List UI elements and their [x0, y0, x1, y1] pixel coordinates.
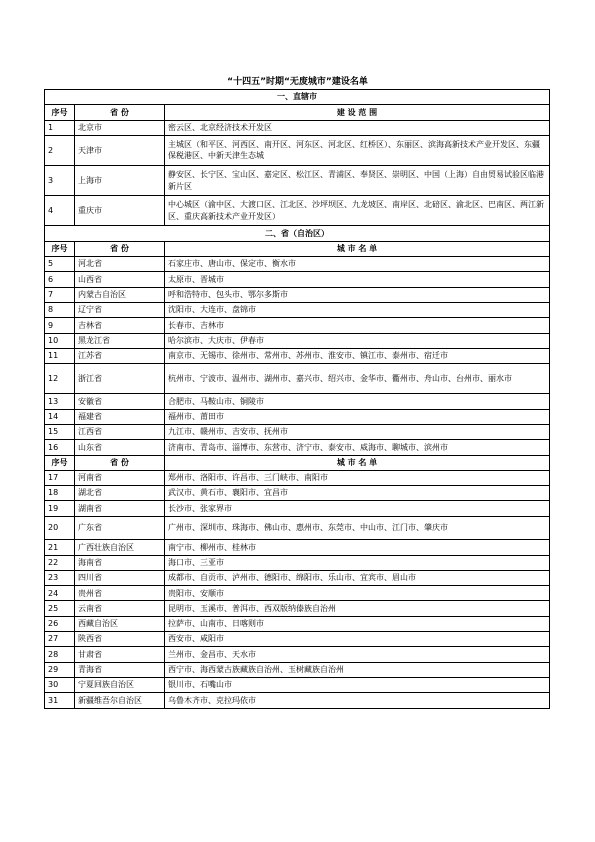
row-number: 21 — [45, 540, 75, 555]
row-number: 27 — [45, 632, 75, 647]
table-row — [45, 394, 550, 409]
row-number: 28 — [45, 647, 75, 662]
row-cities: 兰州市、金昌市、天水市 — [165, 647, 550, 662]
row-province: 湖北省 — [75, 486, 165, 501]
row-number: 24 — [45, 586, 75, 601]
table-row — [45, 616, 550, 631]
row-number: 18 — [45, 486, 75, 501]
row-number: 30 — [45, 677, 75, 692]
table-row — [45, 693, 550, 708]
row-province: 浙江省 — [75, 364, 165, 394]
table-row — [45, 257, 550, 272]
row-province: 辽宁省 — [75, 302, 165, 317]
column-header-row — [45, 241, 550, 256]
table-row — [45, 272, 550, 287]
table-row — [45, 586, 550, 601]
table-row — [45, 540, 550, 555]
table-row — [45, 470, 550, 485]
column-header-province: 省 份 — [75, 105, 165, 120]
table-row — [45, 166, 550, 196]
table-row — [45, 601, 550, 616]
row-cities: 长沙市、张家界市 — [165, 501, 550, 516]
table-row — [45, 516, 550, 540]
row-cities: 银川市、石嘴山市 — [165, 677, 550, 692]
row-number: 11 — [45, 348, 75, 363]
row-province: 西藏自治区 — [75, 616, 165, 631]
row-number: 13 — [45, 394, 75, 409]
row-number: 7 — [45, 287, 75, 302]
row-province: 广东省 — [75, 516, 165, 540]
row-province: 吉林省 — [75, 318, 165, 333]
row-province: 内蒙古自治区 — [75, 287, 165, 302]
row-province: 海南省 — [75, 555, 165, 570]
row-province: 山东省 — [75, 440, 165, 455]
row-cities: 济南市、青岛市、淄博市、东营市、济宁市、泰安市、威海市、聊城市、滨州市 — [165, 440, 550, 455]
row-cities: 中心城区（渝中区、大渡口区、江北区、沙坪坝区、九龙坡区、南岸区、北碚区、渝北区、巴南区、两江新区、重庆高新技术产业开发区） — [165, 196, 550, 226]
row-number: 12 — [45, 364, 75, 394]
row-number: 3 — [45, 166, 75, 196]
row-cities: 郑州市、洛阳市、许昌市、三门峡市、南阳市 — [165, 470, 550, 485]
row-province: 广西壮族自治区 — [75, 540, 165, 555]
table-row — [45, 501, 550, 516]
document-title: “十四五”时期“无废城市”建设名单 — [227, 77, 368, 87]
table-row — [45, 196, 550, 226]
row-number: 4 — [45, 196, 75, 226]
table-row — [45, 409, 550, 424]
column-header-row — [45, 455, 550, 470]
row-cities: 南京市、无锡市、徐州市、常州市、苏州市、淮安市、镇江市、泰州市、宿迁市 — [165, 348, 550, 363]
row-cities: 拉萨市、山南市、日喀则市 — [165, 616, 550, 631]
row-cities: 武汉市、黄石市、襄阳市、宜昌市 — [165, 486, 550, 501]
row-cities: 九江市、赣州市、吉安市、抚州市 — [165, 424, 550, 439]
row-province: 江苏省 — [75, 348, 165, 363]
row-cities: 贵阳市、安顺市 — [165, 586, 550, 601]
column-header-cities: 城 市 名 单 — [165, 455, 550, 470]
row-number: 2 — [45, 135, 75, 165]
row-province: 福建省 — [75, 409, 165, 424]
row-province: 陕西省 — [75, 632, 165, 647]
table-row — [45, 570, 550, 585]
column-header-cities: 城 市 名 单 — [165, 241, 550, 256]
row-cities: 石家庄市、唐山市、保定市、衡水市 — [165, 257, 550, 272]
row-number: 8 — [45, 302, 75, 317]
row-cities: 乌鲁木齐市、克拉玛依市 — [165, 693, 550, 708]
row-number: 9 — [45, 318, 75, 333]
row-number: 29 — [45, 662, 75, 677]
row-number: 6 — [45, 272, 75, 287]
row-number: 25 — [45, 601, 75, 616]
row-province: 新疆维吾尔自治区 — [75, 693, 165, 708]
row-cities: 主城区（和平区、河西区、南开区、河东区、河北区、红桥区）、东丽区、滨海高新技术产业开发区、东疆保税港区、中新天津生态城 — [165, 135, 550, 165]
row-number: 19 — [45, 501, 75, 516]
row-cities: 成都市、自贡市、泸州市、德阳市、绵阳市、乐山市、宜宾市、眉山市 — [165, 570, 550, 585]
table-row — [45, 647, 550, 662]
table-row — [45, 632, 550, 647]
row-province: 天津市 — [75, 135, 165, 165]
section-heading-row — [45, 90, 550, 105]
section-heading: 二、省（自治区） — [45, 226, 550, 241]
table-row — [45, 364, 550, 394]
row-number: 22 — [45, 555, 75, 570]
row-number: 20 — [45, 516, 75, 540]
table-row — [45, 677, 550, 692]
table-row — [45, 486, 550, 501]
row-province: 上海市 — [75, 166, 165, 196]
row-province: 河南省 — [75, 470, 165, 485]
row-number: 10 — [45, 333, 75, 348]
row-province: 重庆市 — [75, 196, 165, 226]
section-heading: 一、直辖市 — [45, 90, 550, 105]
row-cities: 西宁市、海西蒙古族藏族自治州、玉树藏族自治州 — [165, 662, 550, 677]
row-province: 宁夏回族自治区 — [75, 677, 165, 692]
column-header-cities: 建 设 范 围 — [165, 105, 550, 120]
row-cities: 静安区、长宁区、宝山区、嘉定区、松江区、青浦区、奉贤区、崇明区、中国（上海）自由贸易试验区临港新片区 — [165, 166, 550, 196]
column-header-number: 序号 — [45, 241, 75, 256]
column-header-row — [45, 105, 550, 120]
row-province: 江西省 — [75, 424, 165, 439]
row-cities: 哈尔滨市、大庆市、伊春市 — [165, 333, 550, 348]
row-province: 甘肃省 — [75, 647, 165, 662]
row-number: 31 — [45, 693, 75, 708]
row-cities: 沈阳市、大连市、盘锦市 — [165, 302, 550, 317]
row-province: 湖南省 — [75, 501, 165, 516]
row-number: 26 — [45, 616, 75, 631]
row-province: 贵州省 — [75, 586, 165, 601]
table-row — [45, 318, 550, 333]
row-cities: 杭州市、宁波市、温州市、湖州市、嘉兴市、绍兴市、金华市、衢州市、舟山市、台州市、丽水市 — [165, 364, 550, 394]
table-row — [45, 135, 550, 165]
table-row — [45, 424, 550, 439]
row-province: 四川省 — [75, 570, 165, 585]
table-row — [45, 555, 550, 570]
column-header-number: 序号 — [45, 105, 75, 120]
row-cities: 广州市、深圳市、珠海市、佛山市、惠州市、东莞市、中山市、江门市、肇庆市 — [165, 516, 550, 540]
city-list-table — [44, 89, 550, 709]
row-province: 安徽省 — [75, 394, 165, 409]
section-heading-row — [45, 226, 550, 241]
row-cities: 密云区、北京经济技术开发区 — [165, 120, 550, 135]
row-province: 黑龙江省 — [75, 333, 165, 348]
column-header-province: 省 份 — [75, 455, 165, 470]
row-number: 16 — [45, 440, 75, 455]
table-row — [45, 333, 550, 348]
row-number: 17 — [45, 470, 75, 485]
row-cities: 呼和浩特市、包头市、鄂尔多斯市 — [165, 287, 550, 302]
row-number: 1 — [45, 120, 75, 135]
row-cities: 太原市、晋城市 — [165, 272, 550, 287]
row-province: 山西省 — [75, 272, 165, 287]
row-province: 河北省 — [75, 257, 165, 272]
row-number: 15 — [45, 424, 75, 439]
row-cities: 昆明市、玉溪市、普洱市、西双版纳傣族自治州 — [165, 601, 550, 616]
row-cities: 南宁市、柳州市、桂林市 — [165, 540, 550, 555]
table-row — [45, 287, 550, 302]
column-header-province: 省 份 — [75, 241, 165, 256]
row-province: 青海省 — [75, 662, 165, 677]
row-number: 14 — [45, 409, 75, 424]
column-header-number: 序号 — [45, 455, 75, 470]
table-row — [45, 440, 550, 455]
row-cities: 长春市、吉林市 — [165, 318, 550, 333]
row-cities: 西安市、咸阳市 — [165, 632, 550, 647]
row-province: 云南省 — [75, 601, 165, 616]
table-row — [45, 348, 550, 363]
table-row — [45, 662, 550, 677]
row-province: 北京市 — [75, 120, 165, 135]
row-number: 5 — [45, 257, 75, 272]
row-cities: 合肥市、马鞍山市、铜陵市 — [165, 394, 550, 409]
table-row — [45, 120, 550, 135]
row-cities: 海口市、三亚市 — [165, 555, 550, 570]
row-cities: 福州市、莆田市 — [165, 409, 550, 424]
row-number: 23 — [45, 570, 75, 585]
table-row — [45, 302, 550, 317]
